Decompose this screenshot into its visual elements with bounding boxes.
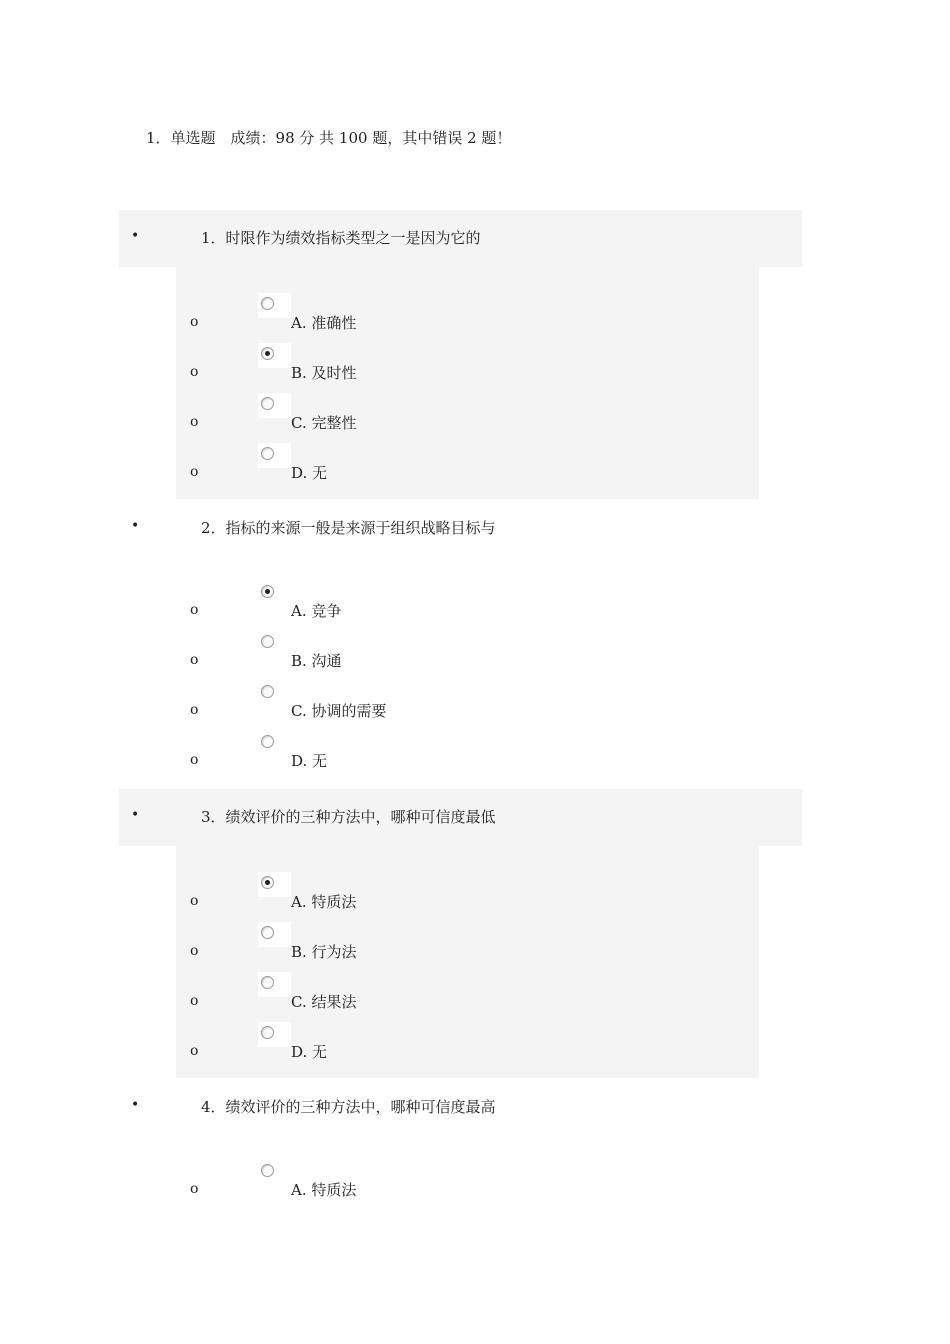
option-label: C. 协调的需要 (291, 702, 387, 720)
radio-button[interactable] (261, 976, 274, 989)
sub-bullet: o (190, 1181, 199, 1197)
option-label: C. 完整性 (291, 414, 357, 432)
question-row (119, 500, 802, 557)
sub-bullet: o (190, 993, 199, 1009)
options-panel (176, 267, 759, 499)
option-item (176, 858, 759, 911)
option-item (176, 667, 759, 720)
sub-bullet: o (190, 752, 199, 768)
option-item (176, 908, 759, 961)
option-item (176, 958, 759, 1011)
option-label: B. 沟通 (291, 652, 342, 670)
radio-button[interactable] (261, 1164, 274, 1177)
question-row (119, 1079, 802, 1136)
sub-bullet: o (190, 602, 199, 618)
sub-bullet: o (190, 414, 199, 430)
question-text: 3．绩效评价的三种方法中，哪种可信度最低 (201, 808, 496, 826)
option-label: C. 结果法 (291, 993, 357, 1011)
list-bullet: • (131, 1097, 140, 1113)
sub-bullet: o (190, 314, 199, 330)
option-label: A. 特质法 (291, 893, 357, 911)
radio-button[interactable] (261, 397, 274, 410)
radio-button[interactable] (261, 1026, 274, 1039)
options-panel (176, 846, 759, 1078)
sub-bullet: o (190, 893, 199, 909)
option-label: D. 无 (291, 1043, 328, 1061)
sub-bullet: o (190, 364, 199, 380)
option-item (176, 717, 759, 770)
radio-button[interactable] (261, 635, 274, 648)
option-item (176, 329, 759, 382)
sub-bullet: o (190, 702, 199, 718)
radio-button[interactable] (261, 735, 274, 748)
option-label: B. 行为法 (291, 943, 357, 961)
sub-bullet: o (190, 943, 199, 959)
radio-selected-dot (265, 880, 270, 885)
sub-bullet: o (190, 464, 199, 480)
option-item (176, 617, 759, 670)
quiz-header: 1．单选题 成绩：98 分 共 100 题，其中错误 2 题！ (146, 129, 512, 147)
question-text: 4．绩效评价的三种方法中，哪种可信度最高 (201, 1098, 496, 1116)
option-item (176, 1008, 759, 1061)
sub-bullet: o (190, 1043, 199, 1059)
option-label: A. 竞争 (291, 602, 342, 620)
list-bullet: • (131, 228, 140, 244)
option-item (176, 429, 759, 482)
option-label: A. 特质法 (291, 1181, 357, 1199)
option-item (176, 1146, 759, 1199)
option-item (176, 567, 759, 620)
list-bullet: • (131, 518, 140, 534)
option-item (176, 379, 759, 432)
radio-button-selected[interactable] (261, 347, 274, 360)
radio-button[interactable] (261, 447, 274, 460)
radio-button[interactable] (261, 297, 274, 310)
question-row (119, 210, 802, 267)
list-bullet: • (131, 807, 140, 823)
radio-button[interactable] (261, 926, 274, 939)
radio-selected-dot (265, 351, 270, 356)
option-label: B. 及时性 (291, 364, 357, 382)
question-text: 2．指标的来源一般是来源于组织战略目标与 (201, 519, 496, 537)
question-row (119, 789, 802, 846)
radio-selected-dot (265, 589, 270, 594)
radio-button[interactable] (261, 685, 274, 698)
option-label: D. 无 (291, 464, 328, 482)
options-panel (176, 1136, 759, 1206)
question-text: 1．时限作为绩效指标类型之一是因为它的 (201, 229, 481, 247)
option-item (176, 279, 759, 332)
radio-button-selected[interactable] (261, 585, 274, 598)
radio-button-selected[interactable] (261, 876, 274, 889)
option-label: D. 无 (291, 752, 328, 770)
option-label: A. 准确性 (291, 314, 357, 332)
sub-bullet: o (190, 652, 199, 668)
options-panel (176, 557, 759, 789)
